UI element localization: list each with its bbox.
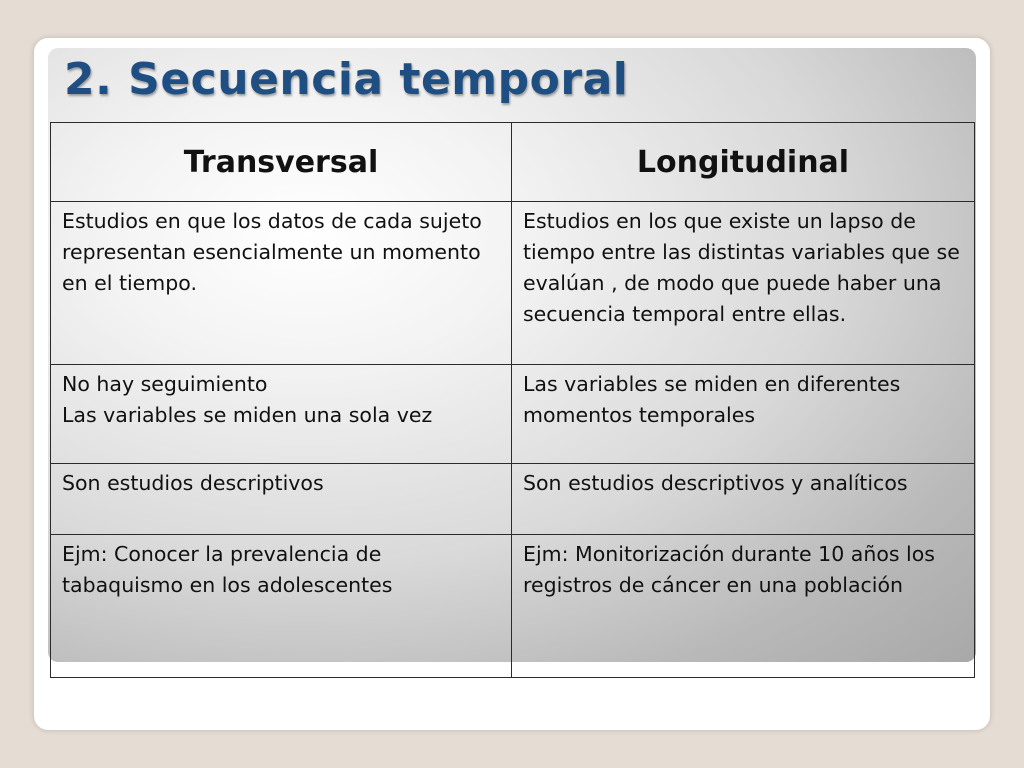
table-row [51,365,975,464]
cell-longitudinal-followup [512,365,975,464]
cell-longitudinal-example [512,535,975,678]
cell-longitudinal-type [512,464,975,535]
table-row [51,464,975,535]
header-longitudinal: Longitudinal [512,123,975,202]
cell-transversal-example [51,535,512,678]
cell-text: Las variables se miden en diferentes momentos temporales [523,372,901,427]
cell-text: Son estudios descriptivos [62,471,324,495]
cell-text: No hay seguimiento [62,372,268,396]
cell-transversal-type [51,464,512,535]
table-row [51,535,975,678]
cell-text: Ejm: Monitorización durante 10 años los registros de cáncer en una población [523,542,935,597]
cell-longitudinal-definition [512,202,975,365]
cell-text: Son estudios descriptivos y analíticos [523,471,908,495]
cell-transversal-followup [51,365,512,464]
header-transversal: Transversal [51,123,512,202]
cell-text: Ejm: Conocer la prevalencia de tabaquismo en los adolescentes [62,542,393,597]
slide-title: 2. Secuencia temporal [64,54,629,105]
table-row [51,202,975,365]
cell-transversal-definition [51,202,512,365]
table-header-row [51,123,975,202]
cell-text: Estudios en los que existe un lapso de tiempo entre las distintas variables que se evalúan , de modo que puede haber una secuencia temporal entre ellas. [523,209,960,326]
cell-text: Estudios en que los datos de cada sujeto representan esencialmente un momento en el tiempo. [62,209,482,295]
cell-text: Las variables se miden una sola vez [62,403,433,427]
comparison-table [50,122,975,678]
